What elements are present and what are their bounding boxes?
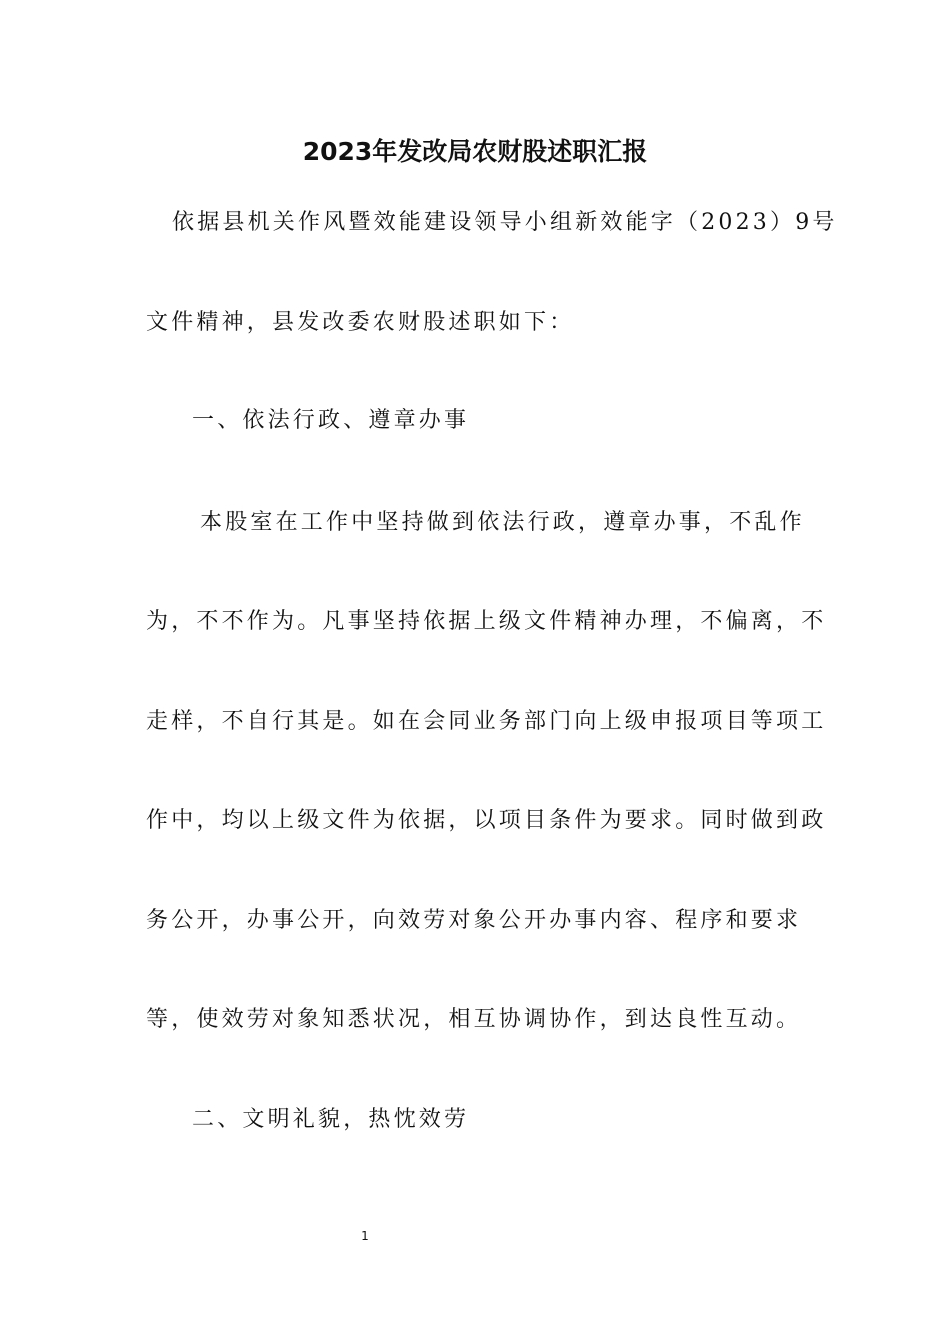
paragraph-line: 文件精神，县发改委农财股述职如下： [146, 310, 575, 335]
section-heading-2: 二、文明礼貌，热忱效劳 [192, 1107, 470, 1132]
paragraph-line: 为，不不作为。凡事坚持依据上级文件精神办理，不偏离，不 [146, 609, 827, 634]
page-number: 1 [361, 1229, 369, 1243]
document-title: 2023年发改局农财股述职汇报 [302, 137, 648, 166]
paragraph-line: 本股室在工作中坚持做到依法行政，遵章办事，不乱作 [200, 510, 805, 535]
paragraph-line: 依据县机关作风暨效能建设领导小组新效能字（2023）9号 [172, 210, 838, 235]
section-heading-1: 一、依法行政、遵章办事 [192, 408, 470, 433]
paragraph-line: 务公开，办事公开，向效劳对象公开办事内容、程序和要求 [146, 908, 802, 933]
paragraph-line: 等，使效劳对象知悉状况，相互协调协作，到达良性互动。 [146, 1007, 802, 1032]
paragraph-line: 走样，不自行其是。如在会同业务部门向上级申报项目等项工 [146, 709, 827, 734]
paragraph-line: 作中，均以上级文件为依据，以项目条件为要求。同时做到政 [146, 808, 827, 833]
